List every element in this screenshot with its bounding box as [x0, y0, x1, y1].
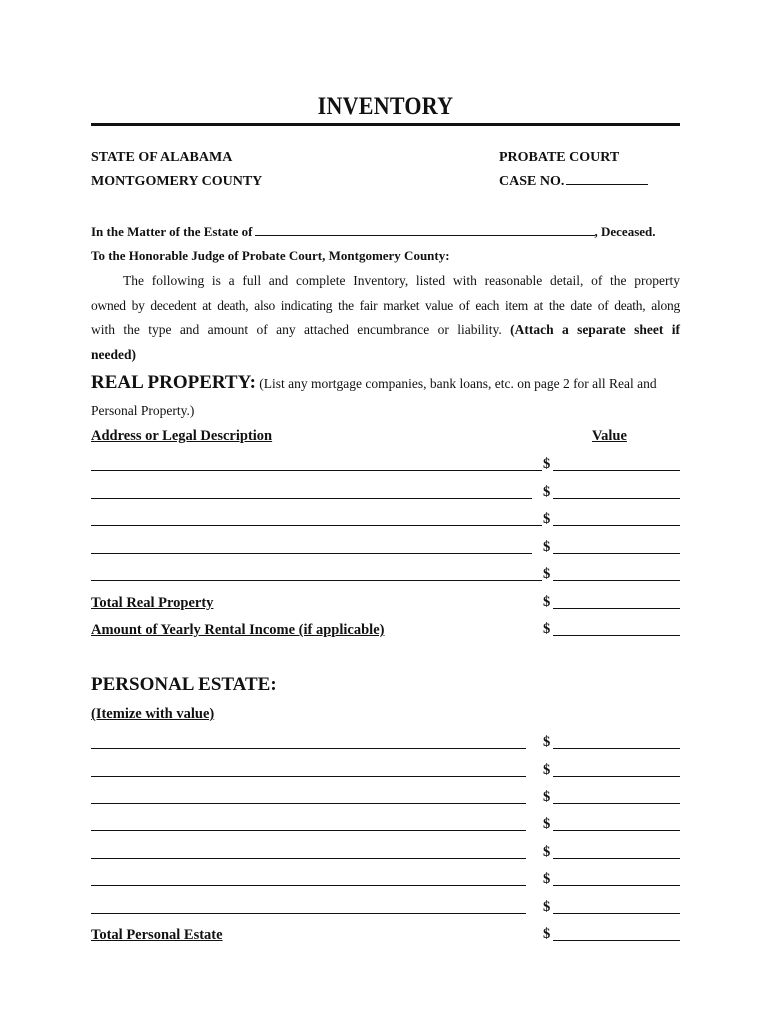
state-label: STATE OF ALABAMA [91, 150, 233, 165]
county-label: MONTGOMERY COUNTY [91, 174, 263, 189]
intro-line-1: The following is a full and complete Inventory, listed with reasonable detail, of the property [123, 273, 680, 288]
personal-estate-row-7[interactable] [91, 898, 680, 914]
value-blank[interactable] [553, 748, 680, 749]
real-property-row-5[interactable] [91, 565, 680, 581]
value-blank[interactable] [553, 830, 680, 831]
total-personal-estate-blank[interactable] [553, 940, 680, 941]
address-blank[interactable] [91, 498, 532, 499]
value-blank[interactable] [553, 525, 680, 526]
intro-line-2: owned by decedent at death, also indicating the fair market value of each item at the date of death, along [91, 298, 680, 313]
real-property-title: REAL PROPERTY: [91, 372, 256, 393]
rental-income-row[interactable] [91, 620, 680, 636]
value-blank[interactable] [553, 803, 680, 804]
value-blank[interactable] [553, 885, 680, 886]
total-real-property-label: Total Real Property [91, 595, 214, 611]
intro-line-3-text: with the type and amount of any attached encumbrance or liability. [91, 322, 502, 337]
personal-estate-row-2[interactable] [91, 761, 680, 777]
value-blank[interactable] [553, 580, 680, 581]
item-blank[interactable] [91, 803, 526, 804]
address-blank[interactable] [91, 470, 542, 471]
itemize-note: (Itemize with value) [91, 706, 215, 722]
dollar-sign: $ [543, 456, 551, 472]
dollar-sign: $ [543, 762, 551, 778]
dollar-sign: $ [543, 566, 551, 582]
personal-estate-row-6[interactable] [91, 870, 680, 886]
court-label: PROBATE COURT [499, 150, 620, 165]
intro-line-3 [91, 322, 680, 338]
dollar-sign: $ [543, 511, 551, 527]
decedent-name-blank[interactable] [255, 234, 595, 236]
inventory-form-page [91, 0, 680, 1024]
dollar-sign: $ [543, 484, 551, 500]
total-real-property-row[interactable] [91, 593, 680, 609]
case-number-field[interactable] [499, 174, 648, 190]
value-blank[interactable] [553, 498, 680, 499]
total-personal-estate-label: Total Personal Estate [91, 927, 223, 943]
real-property-note-end: Personal Property.) [91, 403, 195, 418]
value-blank[interactable] [553, 858, 680, 859]
attach-note: (Attach a separate sheet if [510, 322, 681, 337]
item-blank[interactable] [91, 830, 526, 831]
dollar-sign: $ [543, 899, 551, 915]
personal-estate-row-5[interactable] [91, 843, 680, 859]
real-property-row-2[interactable] [91, 483, 680, 499]
item-blank[interactable] [91, 913, 526, 914]
total-real-property-blank[interactable] [553, 608, 680, 609]
value-column-header: Value [592, 428, 627, 444]
personal-estate-row-3[interactable] [91, 788, 680, 804]
value-blank[interactable] [553, 776, 680, 777]
item-blank[interactable] [91, 885, 526, 886]
item-blank[interactable] [91, 776, 526, 777]
dollar-sign: $ [543, 926, 551, 942]
dollar-sign: $ [543, 594, 551, 610]
form-title: INVENTORY [317, 93, 454, 120]
to-judge-line: To the Honorable Judge of Probate Court, Montgomery County: [91, 248, 450, 263]
real-property-note: (List any mortgage companies, bank loans, etc. on page 2 for all Real and [259, 376, 657, 391]
real-property-row-3[interactable] [91, 510, 680, 526]
value-blank[interactable] [553, 913, 680, 914]
address-blank[interactable] [91, 580, 542, 581]
title-rule [91, 123, 680, 126]
dollar-sign: $ [543, 844, 551, 860]
dollar-sign: $ [543, 871, 551, 887]
dollar-sign: $ [543, 539, 551, 555]
estate-of-line [91, 224, 680, 240]
personal-estate-row-4[interactable] [91, 815, 680, 831]
dollar-sign: $ [543, 789, 551, 805]
case-number-blank[interactable] [566, 183, 648, 185]
rental-income-blank[interactable] [553, 635, 680, 636]
personal-estate-row-1[interactable] [91, 733, 680, 749]
rental-income-label: Amount of Yearly Rental Income (if applicable) [91, 622, 385, 638]
address-column-header: Address or Legal Description [91, 428, 273, 444]
dollar-sign: $ [543, 734, 551, 750]
dollar-sign: $ [543, 621, 551, 637]
attach-note-end: needed) [91, 347, 136, 362]
personal-estate-title: PERSONAL ESTATE: [91, 674, 277, 695]
estate-of-suffix: , Deceased. [594, 224, 656, 239]
value-blank[interactable] [553, 470, 680, 471]
real-property-header [91, 372, 680, 394]
address-blank[interactable] [91, 525, 542, 526]
address-blank[interactable] [91, 553, 532, 554]
real-property-row-1[interactable] [91, 455, 680, 471]
value-blank[interactable] [553, 553, 680, 554]
case-number-label: CASE NO. [499, 174, 565, 189]
dollar-sign: $ [543, 816, 551, 832]
item-blank[interactable] [91, 858, 526, 859]
real-property-row-4[interactable] [91, 538, 680, 554]
total-personal-estate-row[interactable] [91, 925, 680, 941]
item-blank[interactable] [91, 748, 526, 749]
estate-of-prefix: In the Matter of the Estate of [91, 224, 253, 239]
